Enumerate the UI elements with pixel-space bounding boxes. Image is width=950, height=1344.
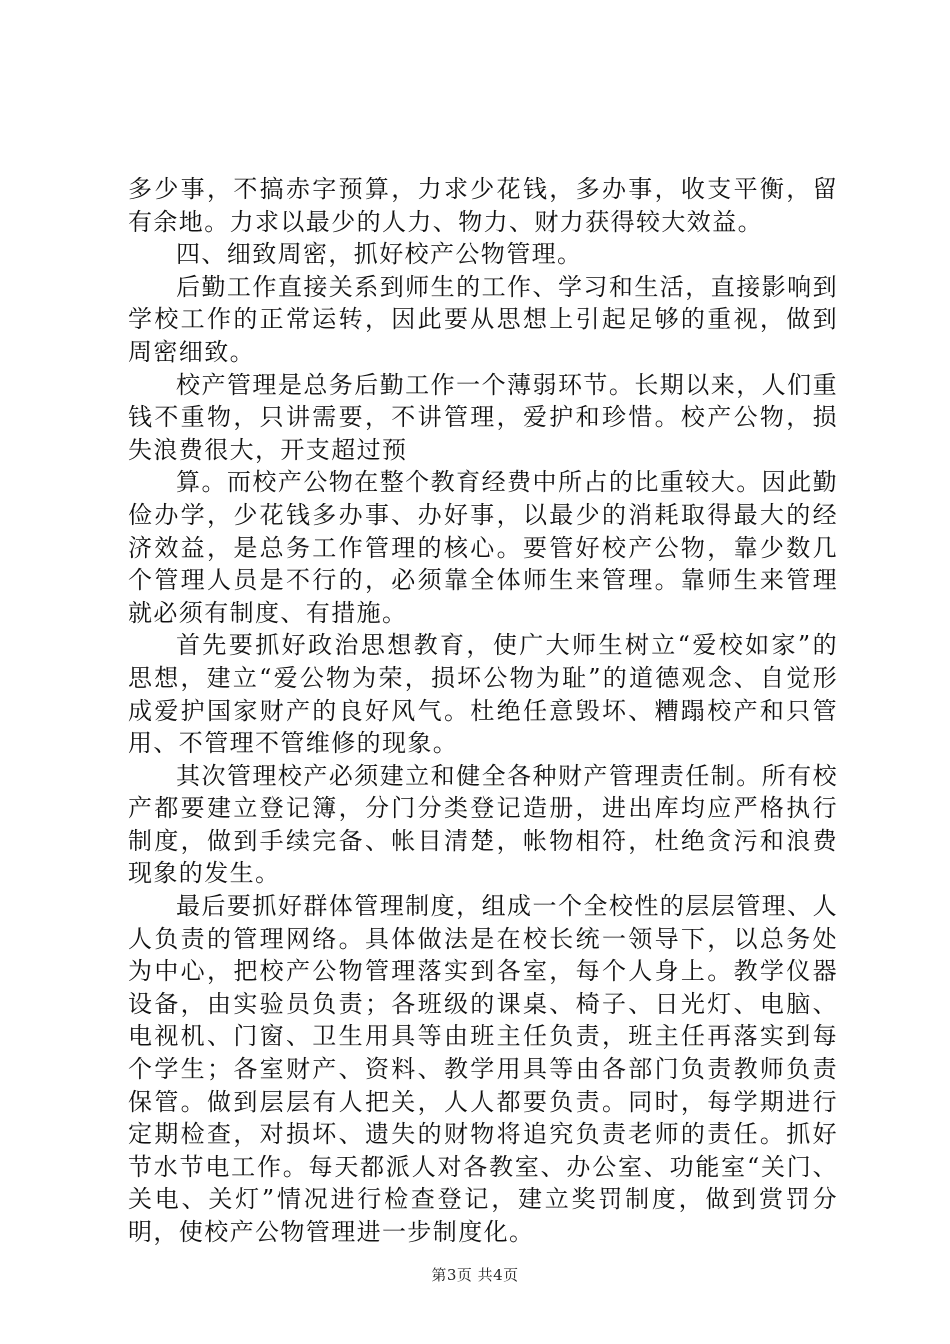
document-body	[128, 173, 838, 1249]
paragraph: 算。而校产公物在整个教育经费中所占的比重较大。因此勤俭办学，少花钱多办事、办好事，以最少的消耗取得最大的经济效益，是总务工作管理的核心。要管好校产公物，靠少数几个管理人员是不行的，必须靠全体师生来管理。靠师生来管理就必须有制度、有措施。	[128, 468, 838, 627]
section-heading: 四、细致周密，抓好校产公物管理。	[176, 240, 583, 269]
paragraph-continued: 多少事，不搞赤字预算，力求少花钱，多办事，收支平衡，留有余地。力求以最少的人力、物力、财力获得较大效益。	[128, 175, 838, 236]
paragraph: 校产管理是总务后勤工作一个薄弱环节。长期以来，人们重钱不重物，只讲需要，不讲管理，爱护和珍惜。校产公物，损失浪费很大，开支超过预	[128, 370, 838, 464]
paragraph: 最后要抓好群体管理制度，组成一个全校性的层层管理、人人负责的管理网络。具体做法是在校长统一领导下，以总务处为中心，把校产公物管理落实到各室，每个人身上。教学仪器设备，由实验员负责；各班级的课桌、椅子、日光灯、电脑、电视机、门窗、卫生用具等由班主任负责，班主任再落实到每个学生；各室财产、资料、教学用具等由各部门负责教师负责保管。做到层层有人把关，人人都要负责。同时，每学期进行定期检查，对损坏、遗失的财物将追究负责老师的责任。抓好节水节电工作。每天都派人对各教室、办公室、功能室“关门、关电、关灯”情况进行检查登记，建立奖罚制度，做到赏罚分明，使校产公物管理进一步制度化。	[128, 892, 838, 1246]
paragraph: 首先要抓好政治思想教育，使广大师生树立“爱校如家”的思想，建立“爱公物为荣，损坏公物为耻”的道德观念、自觉形成爱护国家财产的良好风气。杜绝任意毁坏、糟蹋校产和只管用、不管理不管维修的现象。	[128, 631, 838, 758]
paragraph: 其次管理校产必须建立和健全各种财产管理责任制。所有校产都要建立登记簿，分门分类登记造册，进出库均应严格执行制度，做到手续完备、帐目清楚，帐物相符，杜绝贪污和浪费现象的发生。	[128, 761, 838, 888]
paragraph: 后勤工作直接关系到师生的工作、学习和生活，直接影响到学校工作的正常运转，因此要从思想上引起足够的重视，做到周密细致。	[128, 272, 838, 366]
page-number: 第3页 共4页	[431, 1266, 519, 1284]
